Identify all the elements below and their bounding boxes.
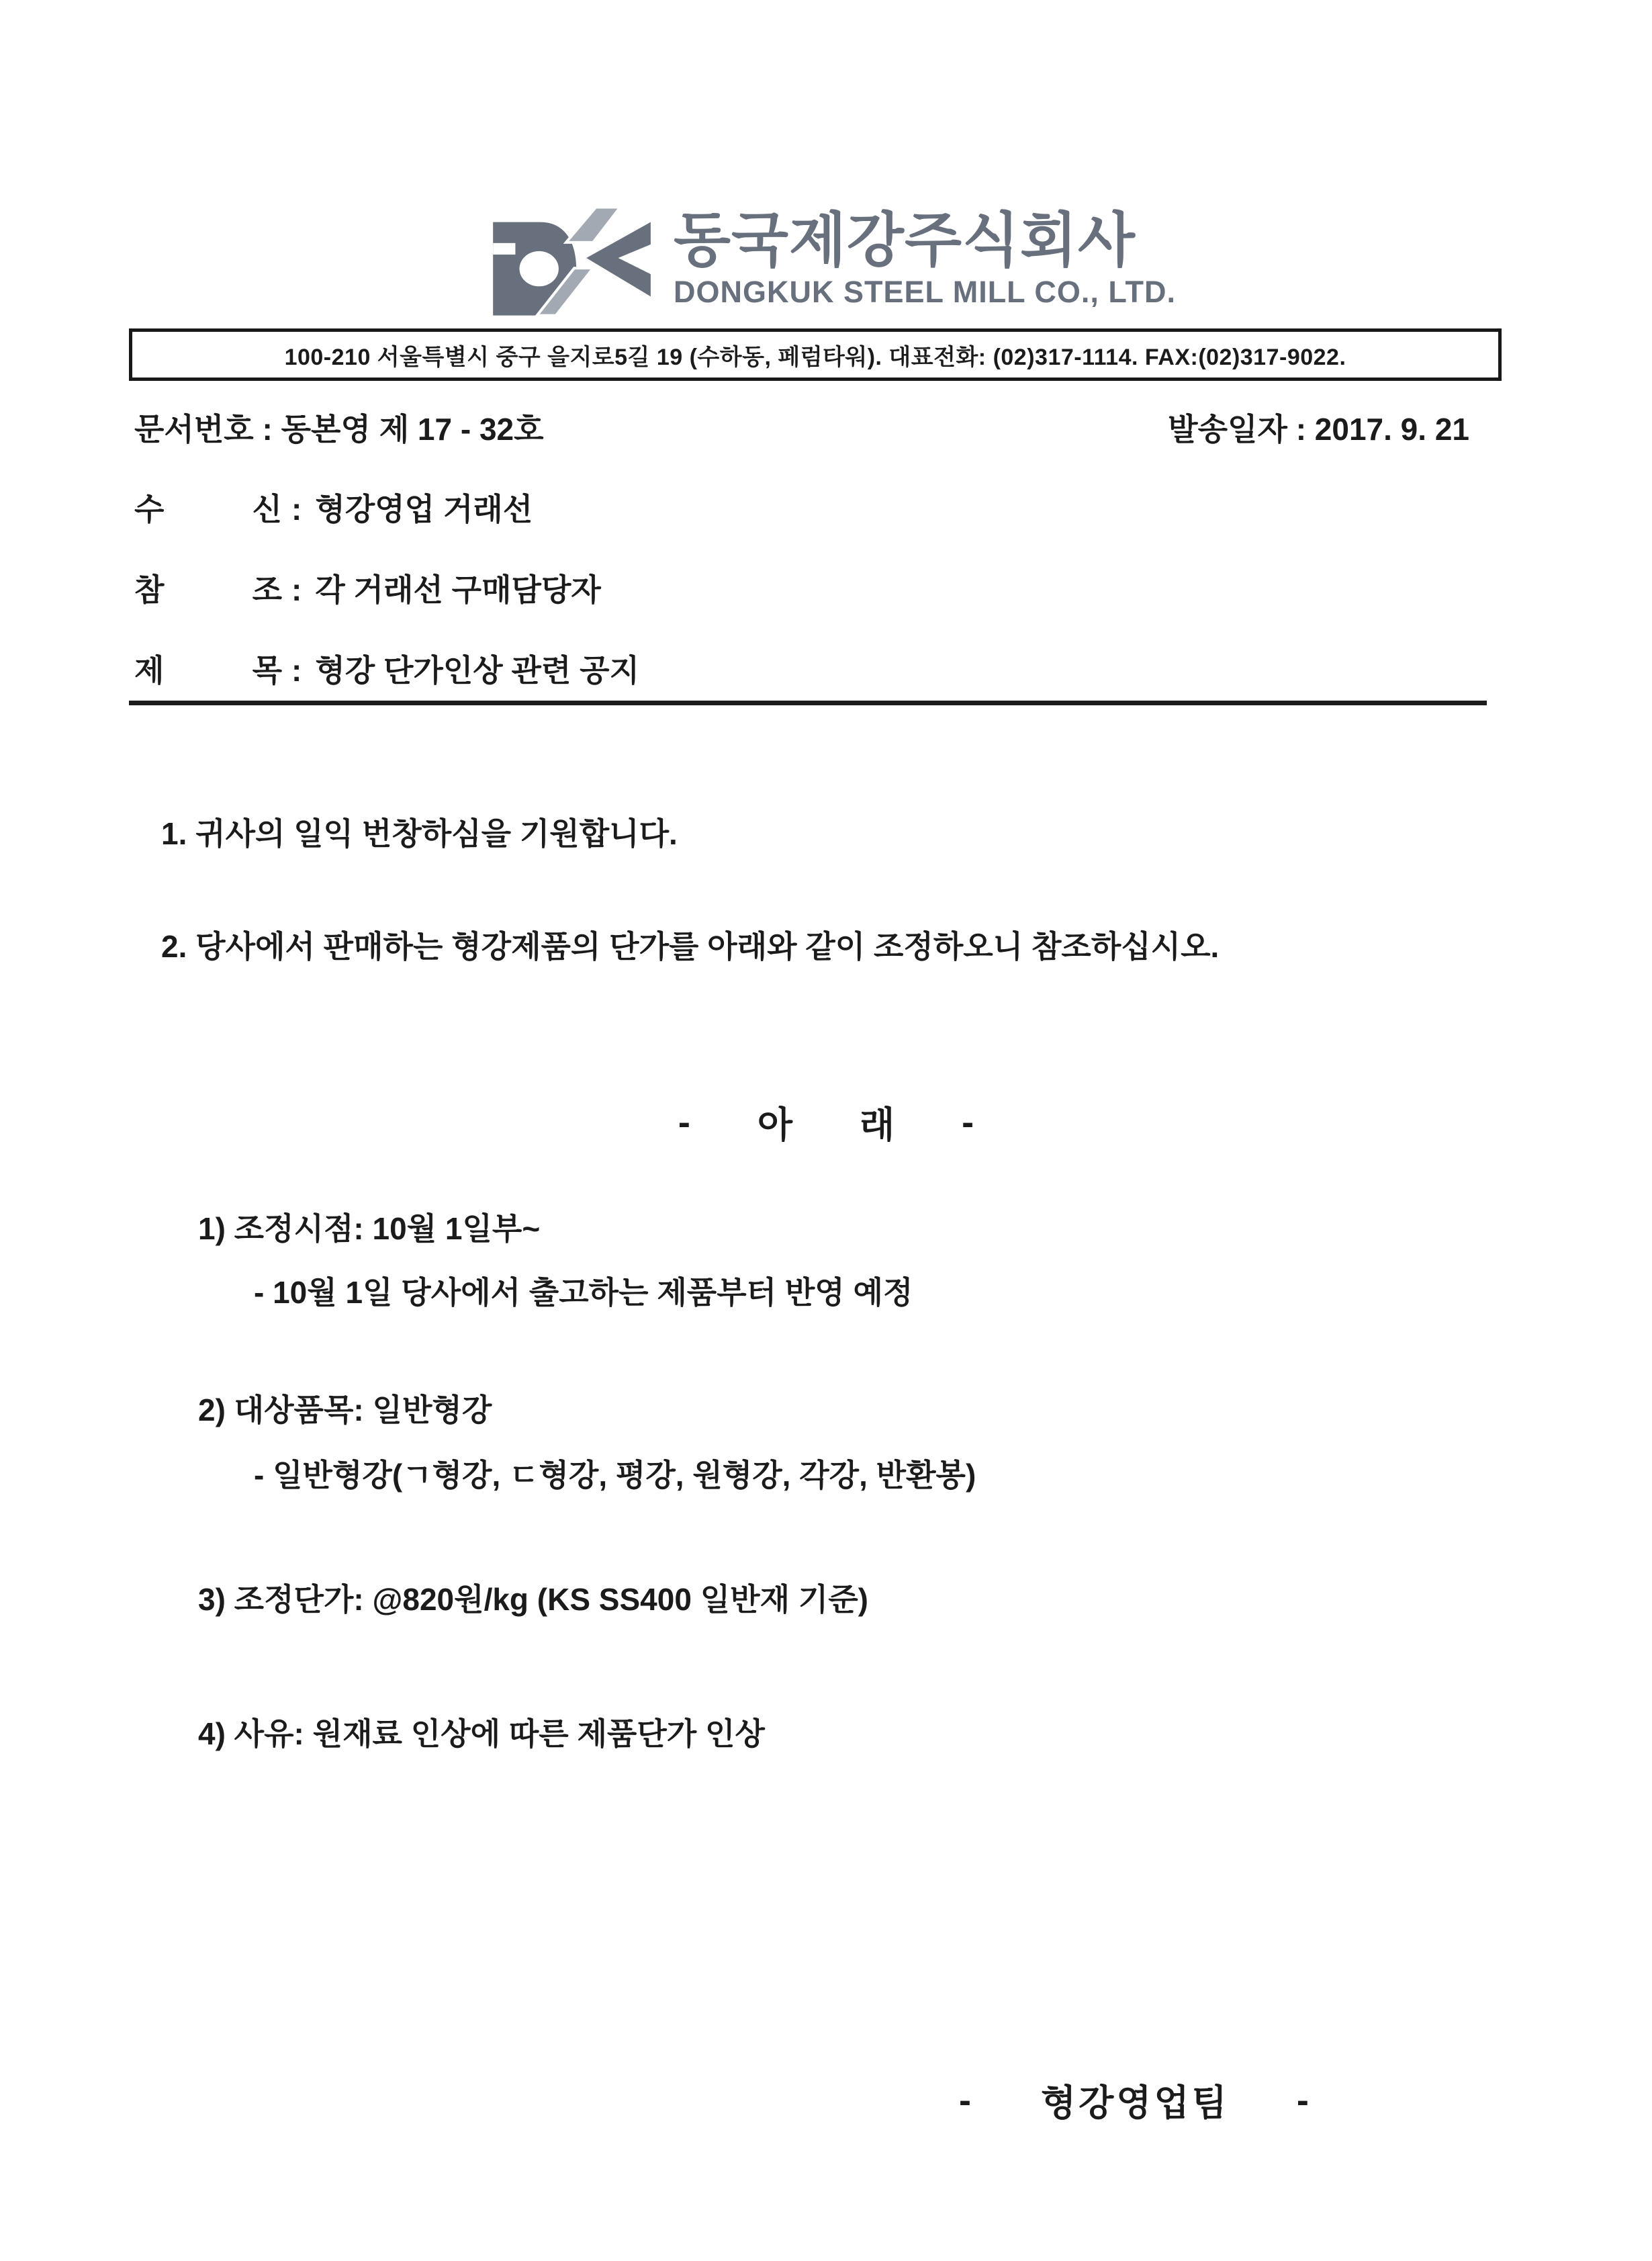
recipient-value: 각 거래선 구매담당자 xyxy=(315,572,601,607)
recipient-label xyxy=(134,646,282,691)
footer-dash-left: - xyxy=(959,2080,974,2121)
footer-signature xyxy=(959,2074,1312,2126)
item-adjust-date: 1) 조정시점: 10월 1일부~ xyxy=(198,1211,541,1246)
company-name-korean: 동국제강주식회사 xyxy=(674,206,1136,273)
recipient-colon: : xyxy=(291,653,302,688)
company-name-block xyxy=(674,208,1176,308)
footer-dash-right: - xyxy=(1296,2080,1312,2121)
header-divider xyxy=(129,701,1487,705)
item-target-products-sub: - 일반형강(ㄱ형강, ㄷ형강, 평강, 원형강, 각강, 반환봉) xyxy=(254,1458,976,1493)
dk-logo-icon xyxy=(476,190,659,326)
body-paragraph-2: 2. 당사에서 판매하는 형강제품의 단가를 아래와 같이 조정하오니 참조하십시오. xyxy=(161,929,1220,964)
recipient-label-second: 조 xyxy=(252,572,282,607)
recipient-label xyxy=(134,485,282,529)
company-name-english: DONGKUK STEEL MILL CO., LTD. xyxy=(674,274,1176,309)
below-dash-left: - xyxy=(678,1102,690,1143)
below-heading xyxy=(678,1096,974,1148)
footer-team-name: 형강영업팀 xyxy=(1040,2083,1230,2123)
recipient-row-subject xyxy=(134,646,639,691)
item-reason: 4) 사유: 원재료 인상에 따른 제품단가 인상 xyxy=(198,1716,765,1751)
recipient-label-first: 수 xyxy=(134,492,165,527)
recipient-label-first: 제 xyxy=(134,653,165,688)
recipient-colon: : xyxy=(291,572,302,607)
item-target-products: 2) 대상품목: 일반형강 xyxy=(198,1392,492,1427)
recipient-label-first: 참 xyxy=(134,572,165,607)
recipient-row-to xyxy=(134,485,533,529)
company-address-bar xyxy=(129,328,1502,381)
company-logo xyxy=(476,190,1176,326)
below-dash-right: - xyxy=(962,1102,974,1143)
body-paragraph-1: 1. 귀사의 일익 번창하심을 기원합니다. xyxy=(161,816,678,851)
document-meta-row xyxy=(134,405,1469,449)
send-date: 발송일자 : 2017. 9. 21 xyxy=(1168,412,1469,447)
recipient-value: 형강 단가인상 관련 공지 xyxy=(315,653,640,688)
recipient-label-second: 신 xyxy=(252,492,282,527)
item-adjust-date-sub: - 10월 1일 당사에서 출고하는 제품부터 반영 예정 xyxy=(254,1275,913,1310)
recipient-label xyxy=(134,566,282,610)
below-word-a: 아 xyxy=(757,1105,792,1145)
recipient-label-second: 목 xyxy=(252,653,282,688)
recipient-value: 형강영업 거래선 xyxy=(315,492,533,527)
document-number: 문서번호 : 동본영 제 17 - 32호 xyxy=(134,412,544,447)
company-address-text: 100-210 서울특별시 중구 을지로5길 19 (수하동, 페럼타워). 대표전화: (02)317-1114. FAX:(02)317-9022. xyxy=(284,344,1346,370)
item-adjusted-price: 3) 조정단가: @820원/kg (KS SS400 일반재 기준) xyxy=(198,1582,868,1617)
recipient-colon: : xyxy=(291,492,302,527)
below-word-b: 래 xyxy=(860,1105,895,1145)
recipient-row-cc xyxy=(134,566,601,610)
